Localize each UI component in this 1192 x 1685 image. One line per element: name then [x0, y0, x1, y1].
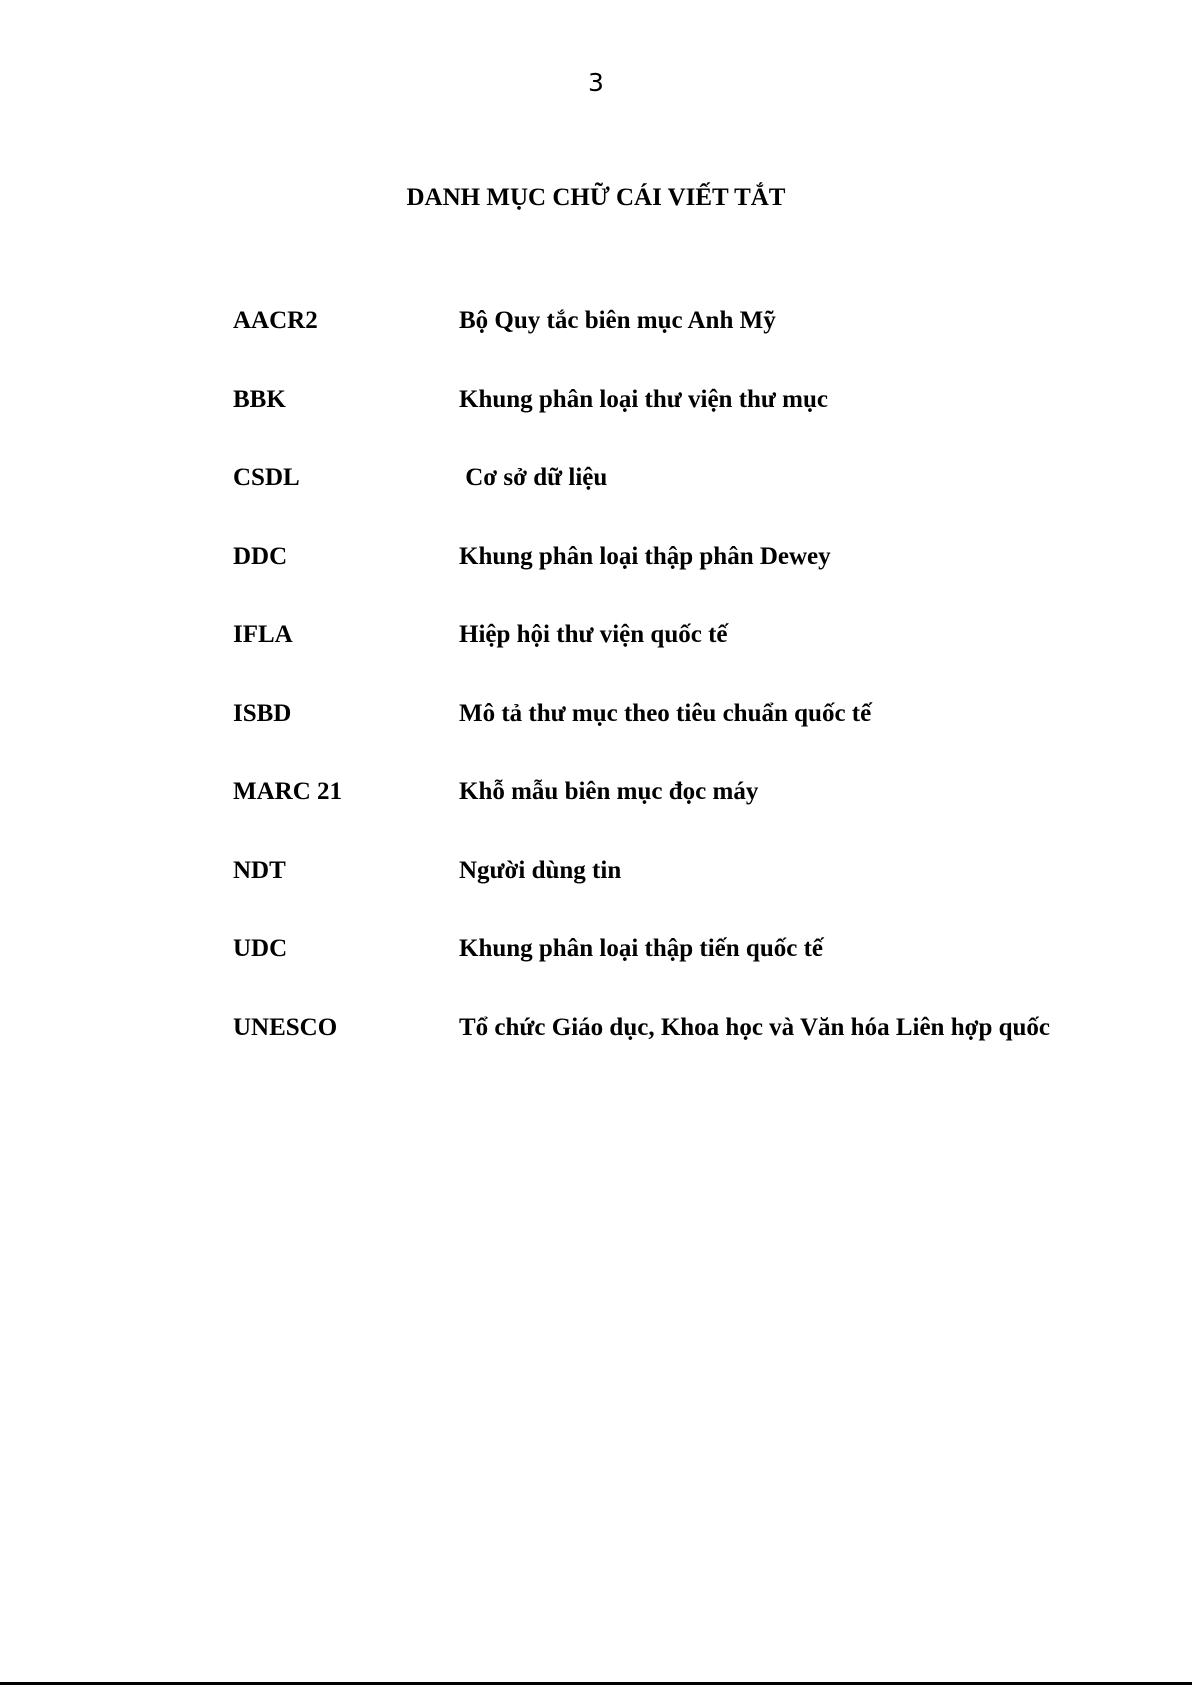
abbreviation-row: [233, 542, 1133, 621]
abbreviation-row: [233, 856, 1133, 935]
abbreviation-definition: Người dùng tin: [459, 856, 622, 884]
abbreviation-term: CSDL: [233, 464, 300, 491]
abbreviation-row: [233, 620, 1133, 699]
abbreviation-definition: Khung phân loại thập phân Dewey: [459, 542, 831, 570]
abbreviation-term: UNESCO: [233, 1013, 338, 1041]
abbreviation-term: ISBD: [233, 699, 292, 727]
abbreviation-term: BBK: [233, 385, 286, 413]
abbreviation-row: [233, 777, 1133, 856]
abbreviation-definition: Mô tả thư mục theo tiêu chuẩn quốc tế: [459, 699, 872, 727]
abbreviation-definition: Khung phân loại thư viện thư mục: [459, 385, 828, 413]
abbreviation-row: [233, 1013, 1133, 1092]
abbreviation-definition: Tổ chức Giáo dục, Khoa học và Văn hóa Liên hợp quốc: [459, 1013, 1051, 1041]
page-title: DANH MỤC CHỮ CÁI VIẾT TẮT: [406, 184, 786, 211]
abbreviation-definition: Khung phân loại thập tiến quốc tế: [459, 935, 823, 962]
page-number: 3: [588, 68, 604, 97]
abbreviation-row: [233, 699, 1133, 778]
abbreviation-term: NDT: [233, 856, 286, 884]
abbreviation-term: MARC 21: [233, 778, 343, 805]
abbreviation-row: [233, 463, 1133, 542]
abbreviation-definition: Bộ Quy tắc biên mục Anh Mỹ: [459, 307, 776, 334]
abbreviation-row: [233, 385, 1133, 464]
abbreviation-term: DDC: [233, 542, 288, 570]
abbreviation-definition: Cơ sở dữ liệu: [459, 464, 608, 491]
abbreviation-row: [233, 934, 1133, 1013]
abbreviation-term: AACR2: [233, 307, 318, 334]
abbreviation-term: IFLA: [233, 621, 293, 648]
abbreviation-definition: Hiệp hội thư viện quốc tế: [459, 621, 728, 648]
abbreviation-term: UDC: [233, 935, 288, 962]
abbreviation-definition: Khỗ mẫu biên mục đọc máy: [459, 778, 759, 805]
abbreviation-list: [233, 306, 1133, 1091]
abbreviation-row: [233, 306, 1133, 385]
